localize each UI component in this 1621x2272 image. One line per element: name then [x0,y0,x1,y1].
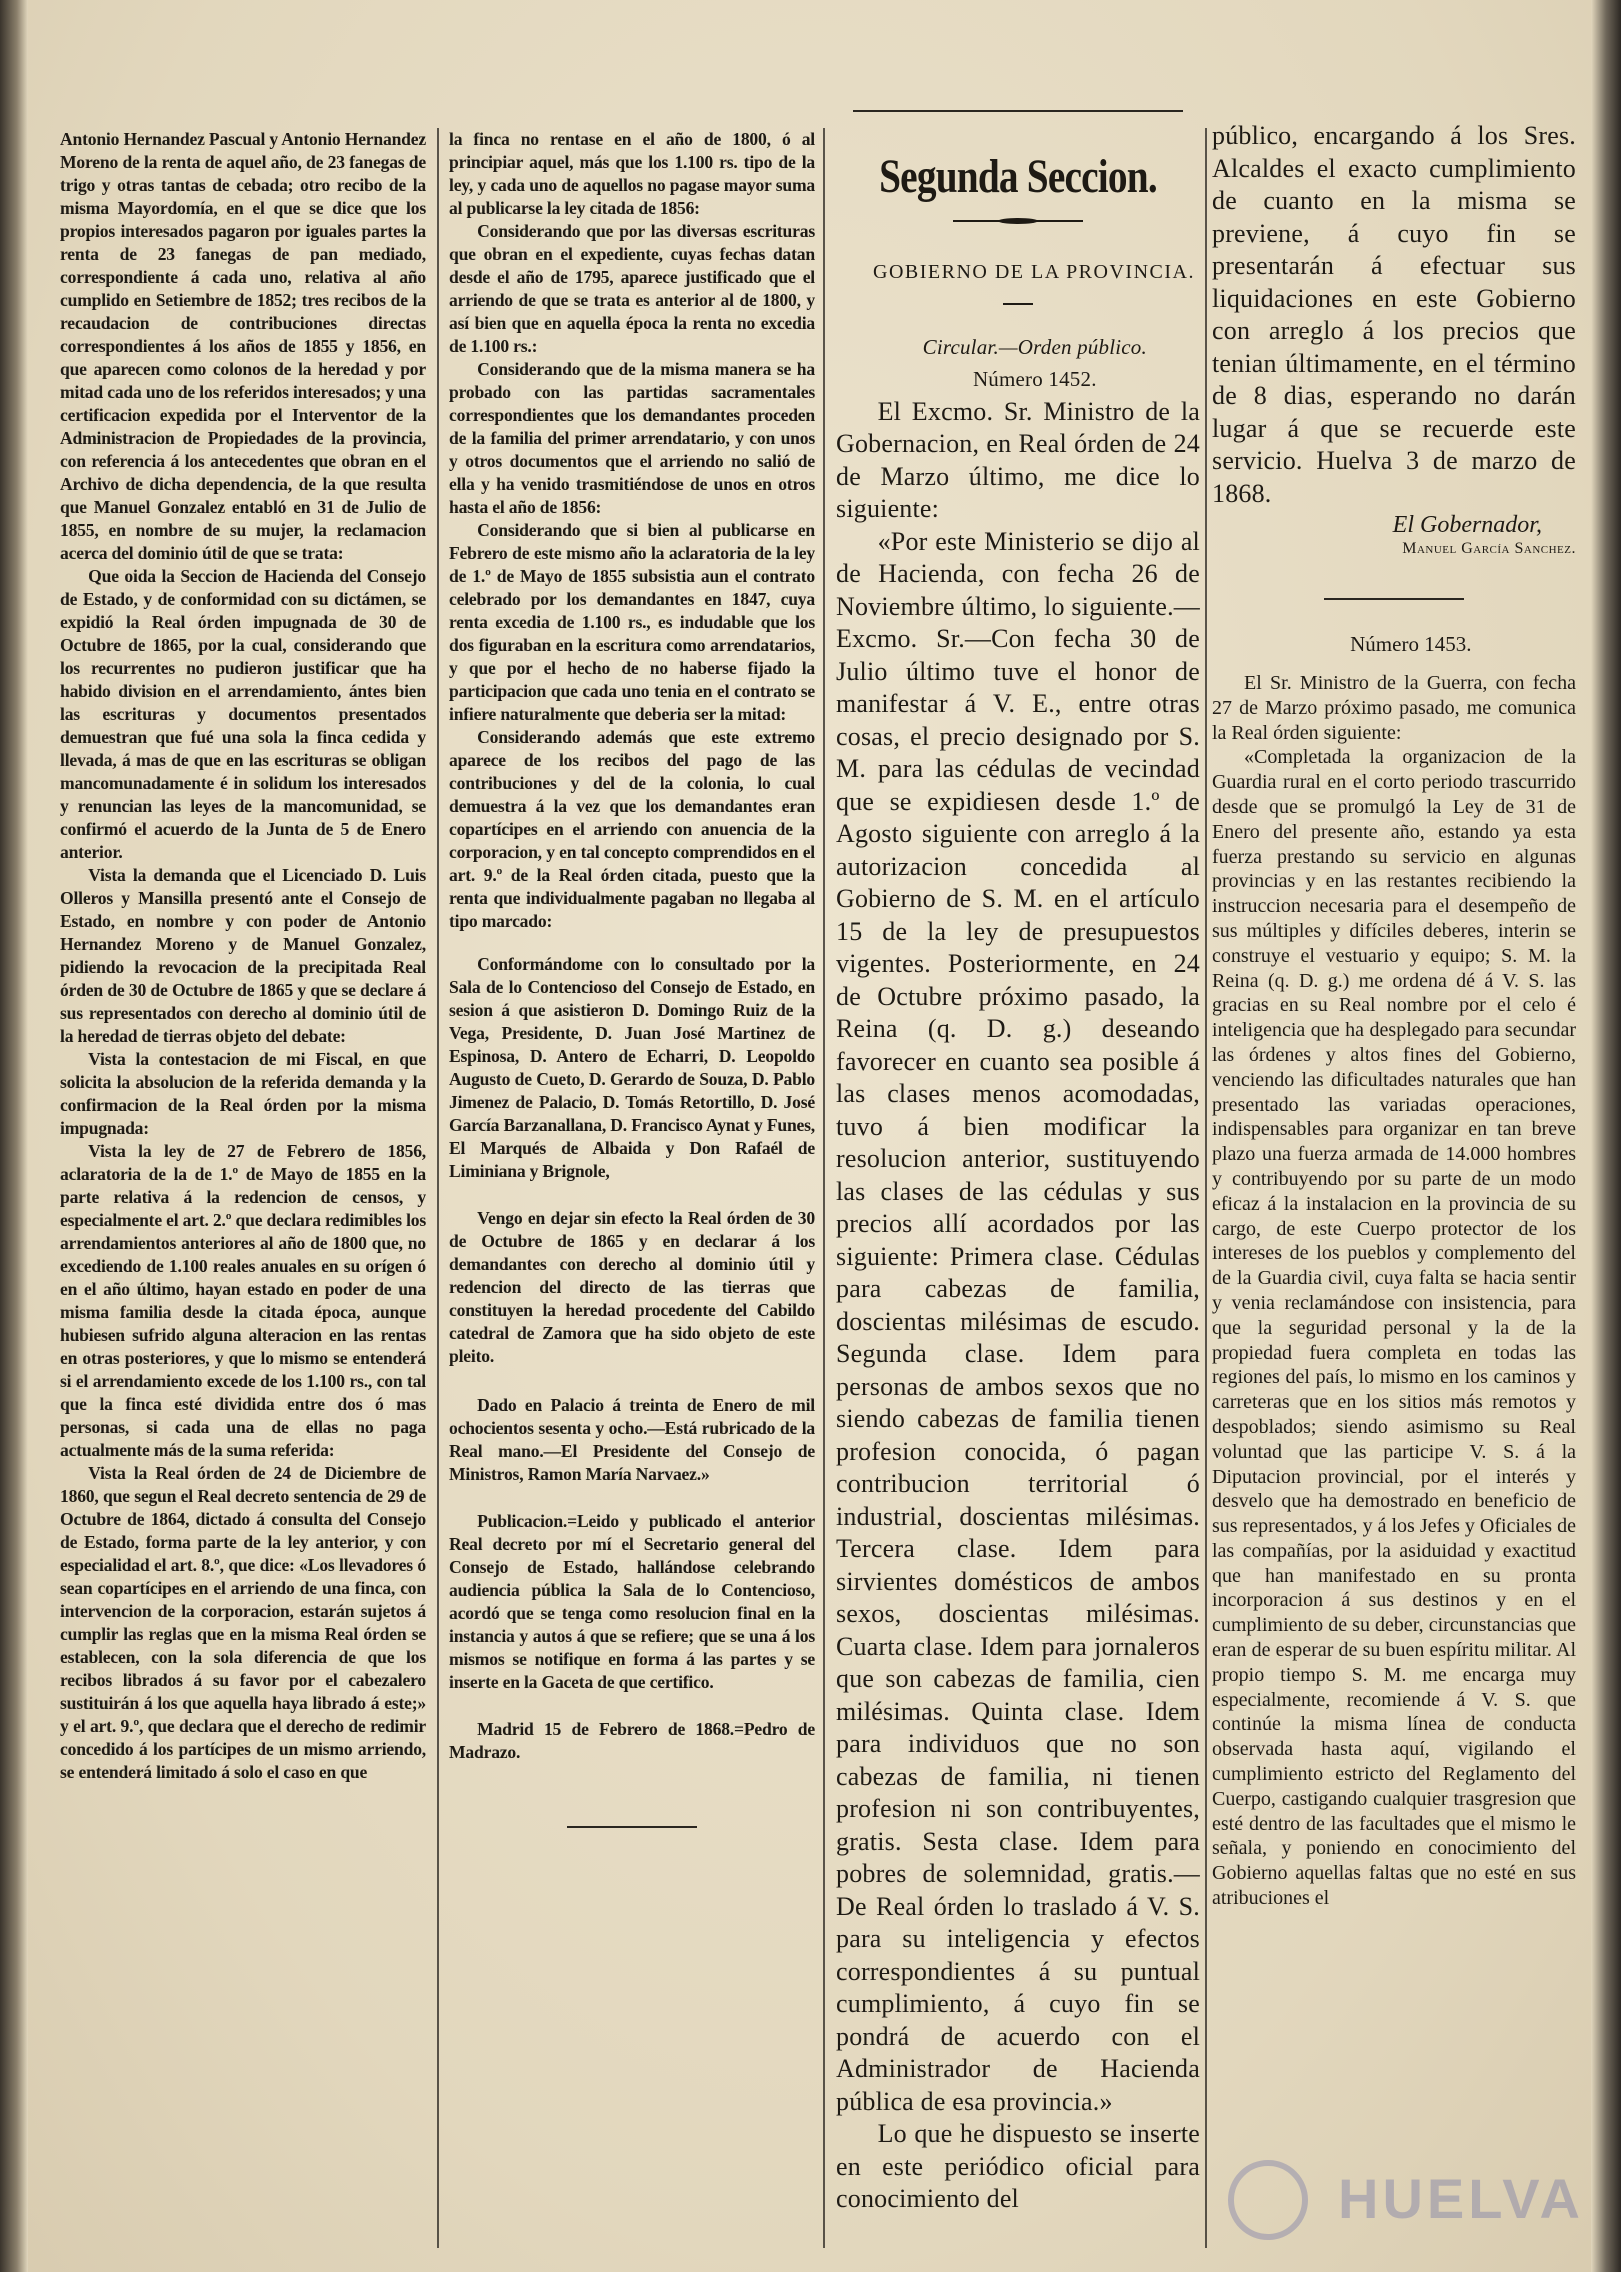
paragraph: «Por este Ministerio se dijo al de Hacienda, con fecha 26 de Noviembre último, lo siguiente.—Excmo. Sr.—Con fecha 30 de Julio último tuve el honor de manifestar á V. E., entre otras cosas, el precio designado por S. M. para las cédulas de vecindad que se expidiesen desde 1.º de Agosto siguiente con arreglo á la autorizacion concedida al Gobierno de S. M. en el artículo 15 de la ley de presupuestos vigentes. Posteriormente, en 24 de Octubre próximo pasado, la Reina (q. D. g.) deseando favorecer en cuanto sea posible á las clases menos acomodadas, tuvo á bien modificar la resolucion anterior, sustituyendo las clases de las cédulas y sus precios allí acordados por las siguiente: Primera clase. Cédulas para cabezas de familia, doscientas milésimas de escudo. Segunda clase. Idem para personas de ambos sexos que no siendo cabezas de familia tienen profesion conocida, ó pagan contribucion territorial ó industrial, doscientas milésimas. Tercera clase. Idem para sirvientes domésticos de ambos sexos, doscientas milésimas. Cuarta clase. Idem para jornaleros que son cabezas de familia, cien milésimas. Quinta clase. Idem para individuos que no son cabezas de familia, ni tienen profesion ni son contribuyentes, gratis. Sesta clase. Idem para pobres de solemnidad, gratis.—De Real órden lo traslado á V. S. para su inteligencia y efectos correspondientes á su puntual cumplimiento, á cuyo fin se pondrá de acuerdo con el Administrador de Hacienda pública de esa provincia.» [836,526,1200,2116]
paragraph: público, encargando á los Sres. Alcaldes el exacto cumplimiento de cuanto en la misma se previene, á cuyo fin se presentarán á efectuar sus liquidaciones en este Gobierno con arreglo á los precios que tenian últimamente, en el término de 8 dias, esperando no darán lugar á que se recuerde este servicio. Huelva 3 de marzo de 1868. [1212,121,1576,508]
paragraph: «Completada la organizacion de la Guardia rural en el corto periodo trascurrido desde que se promulgó la Ley de 31 de Enero del presente año, estando ya esta fuerza prestando su servicio en algunas provincias y en las restantes recibiendo la instruccion necesaria para el desempeño de sus múltiples y difíciles deberes, interin se construye el vestuario y equipo; S. M. la Reina (q. D. g.) me ordena dé á V. S. las gracias en su Real nombre por el celo é inteligencia que ha desplegado para secundar las órdenes y altos fines del Gobierno, venciendo las dificultades naturales que han presentado las variadas operaciones, indispensables para organizar en tan breve plazo una fuerza armada de 14.000 hombres y contribuyendo por su parte de un modo eficaz á la instalacion en la provincia de su cargo, de este Cuerpo protector de los intereses de los pueblos y complemento del de la Guardia civil, cuya falta se hacia sentir y venia reclamándose con insistencia, para que la seguridad personal y la de la propiedad fuera completa en todas las regiones del país, lo mismo en los caminos y carreteras que en los sitios más remotos y despoblados; siendo asimismo su Real voluntad que las participe V. S. á la Diputacion provincial, por el interés y desvelo que ha demostrado en beneficio de sus representados, y á los Jefes y Oficiales de las compañías, por la asiduidad y exactitud que han manifestado en su pronta incorporacion á sus destinos y en el cumplimiento de su deber, circunstancias que eran de esperar de su buen espíritu militar. Al propio tiempo S. M. me encarga muy especialmente, recomiende á V. S. que continúe la misma línea de conducta observada hasta aquí, vigilando el cumplimiento estricto del Reglamento del Cuerpo, castigando cualquier trasgresion que esté dentro de las facultades que el mismo le señala, y poniendo en conocimiento del Gobierno aquellas faltas que no esté en sus atribuciones el [1212,746,1576,1910]
paragraph: Considerando que por las diversas escrituras que obran en el expediente, cuyas fechas datan desde el año de 1795, aparece justificado que el arriendo de que se trata es anterior al de 1800, y así bien que en aquella época la renta no excedia de 1.100 rs.: [449,221,815,356]
paragraph: El Excmo. Sr. Ministro de la Gobernacion, en Real órden de 24 de Marzo último, me dice lo siguiente: [836,396,1200,523]
paragraph: Vista la ley de 27 de Febrero de 1856, aclaratoria de la de 1.º de Mayo de 1855 en la parte relativa á la redencion de censos, y especialmente el art. 2.º que declara redimibles los arrendamientos anteriores al año de 1800 que, no excediendo de 1.100 reales anuales en su orígen ó en el año último, hayan estado en poder de una misma familia desde la citada época, aunque hubiesen sufrido alguna alteracion en las rentas en otras posteriores, y que lo mismo se entenderá si el arrendamiento excede de los 1.100 rs., con tal que la finca esté dividida entre dos ó mas personas, si cada una de ellas no paga actualmente más de la suma referida: [60,1141,426,1460]
top-rule [853,110,1183,112]
ornament-rule [953,218,1083,224]
page-left-edge [0,0,28,2272]
seal-icon [1228,2160,1308,2240]
paragraph: Dado en Palacio á treinta de Enero de mil ochocientos sesenta y ocho.—Está rubricado de la Real mano.—El Presidente del Consejo de Ministros, Ramon María Narvaez.» [449,1395,815,1484]
paragraph: Vengo en dejar sin efecto la Real órden de 30 de Octubre de 1865 y en declarar á los demandantes con derecho al dominio útil y redencion del directo de las tierras que constituyen la heredad procedente del Cabildo catedral de Zamora que ha sido objeto de este pleito. [449,1208,815,1366]
column-1 [60,128,426,1784]
column-rule [1205,128,1207,2248]
column-2 [449,128,815,1828]
separator-rule [1324,598,1464,600]
separator-rule [567,1826,697,1828]
notice-number: Número 1452. [972,367,1097,391]
section-title: Segunda Seccion. [879,150,1157,203]
paragraph: Considerando que si bien al publicarse en Febrero de este mismo año la aclaratoria de la ley de 1.º de Mayo de 1855 subsistia aun el contrato celebrado por los demandantes en 1847, cuya renta excedia de 1.100 rs., es indudable que los dos figuraban en la escritura como arrendatarios, y que por el hecho de no haberse fijado la participacion que cada uno tenia en el contrato se infiere naturalmente que deberia ser la mitad: [449,520,815,724]
short-dash [1003,303,1033,305]
paragraph: Vista la Real órden de 24 de Diciembre de 1860, que segun el Real decreto sentencia de 29 de Octubre de 1864, dictado á consulta del Consejo de Estado, forma parte de la ley anterior, y con especialidad el art. 8.º, que dice: «Los llevadores ó sean copartícipes en el arriendo de una finca, con intervencion de la corporacion, estarán sujetos á cumplir las reglas que en la misma Real órden se establecen, con la sola diferencia de que los recibos librados á su favor por el cabezalero sustituirán á los que aquella haya librado á este;» y el art. 9.º, que declara que el derecho de redimir concedido á los partícipes de un mismo arriendo, se entenderá limitado á solo el caso en que [60,1463,426,1782]
column-3 [836,110,1200,2216]
paragraph: Conformándome con lo consultado por la Sala de lo Contencioso del Consejo de Estado, en sesion á que asistieron D. Domingo Ruiz de la Vega, Presidente, D. Juan José Martinez de Espinosa, D. Antero de Echarri, D. Leopoldo Augusto de Cueto, D. Gerardo de Souza, D. Pablo Jimenez de Palacio, D. Tomás Retortillo, D. José García Barzanallana, D. Francisco Aynat y Funes, El Marqués de Albaida y Don Rafaél de Liminiana y Brignole, [449,954,815,1181]
watermark-text: HUELVA [1338,2167,1584,2230]
notice-number: Número 1453. [1350,632,1472,656]
column-rule [437,128,439,2248]
column-4 [1212,120,1576,1911]
signature-title: El Gobernador, [1392,512,1542,538]
paragraph: la finca no rentase en el año de 1800, ó al principiar aquel, más que los 1.100 rs. tipo de la ley, y cada uno de aquellos no pagase mayor suma al publicarse la ley citada de 1856: [449,129,815,218]
paragraph: Madrid 15 de Febrero de 1868.=Pedro de Madrazo. [449,1719,815,1762]
page-right-edge [1591,0,1621,2272]
signature-name: Manuel García Sanchez. [1402,540,1576,557]
paragraph: Considerando además que este extremo aparece de los recibos del pago de las contribuciones y del de la colonia, lo cual demuestra á la vez que los demandantes eran copartícipes en el arriendo con anuencia de la corporacion, y en tal concepto comprendidos en el art. 9.º de la Real órden citada, puesto que la renta que individualmente pagaban no llegaba al tipo marcado: [449,727,815,931]
paragraph: Que oida la Seccion de Hacienda del Consejo de Estado, y de conformidad con su dictámen, se expidió la Real órden impugnada de 30 de Octubre de 1865, por la cual, considerando que los recurrentes no pudieron justificar que ha habido division en el arrendamiento, ántes bien las escrituras y documentos presentados demuestran que fué una sola la finca cedida y llevada, á mas de que en las escrituras se obligan mancomunadamente é in solidum los interesados y renuncian las leyes de la mancomunidad, se confirmó el acuerdo de la Junta de 5 de Enero anterior. [60,566,426,862]
column-rule [823,128,825,2248]
section-heading: GOBIERNO DE LA PROVINCIA. [873,261,1195,283]
paragraph: Vista la contestacion de mi Fiscal, en que solicita la absolucion de la referida demanda y la confirmacion de la Real órden por la misma impugnada: [60,1049,426,1138]
paragraph: Publicacion.=Leido y publicado el anterior Real decreto por mí el Secretario general del Consejo de Estado, hallándose celebrando audiencia pública la Sala de lo Contencioso, acordó que se tenga como resolucion final en la instancia y autos á que se refiere; que se una á los mismos se notifique en forma á las partes y se inserte en la Gaceta de que certifico. [449,1511,815,1692]
paragraph: El Sr. Ministro de la Guerra, con fecha 27 de Marzo próximo pasado, me comunica la Real órden siguiente: [1212,672,1576,744]
circular-subheading: Circular.—Orden público. [922,334,1147,359]
paragraph: Lo que he dispuesto se inserte en este periódico oficial para conocimiento del [836,2119,1200,2213]
paragraph: Considerando que de la misma manera se ha probado con las partidas sacramentales correspondientes que los demandantes proceden de la familia del primer arrendatario, y con unos y otros documentos que el arriendo no salió de ella y ha venido trasmitiéndose de unos en otros hasta el año de 1856: [449,359,815,517]
archive-watermark [1228,2156,1588,2246]
paragraph: Antonio Hernandez Pascual y Antonio Hernandez Moreno de la renta de aquel año, de 23 fanegas de trigo y otras tantas de cebada; otro recibo de la misma Mayordomía, en el que se dice que los propios interesados pagaron por iguales partes la renta de 23 fanegas de pan mediado, correspondiente á cada uno, relativa al año cumplido en Setiembre de 1852; tres recibos de la recaudacion de contribuciones directas correspondientes á los años de 1855 y 1856, en que aparecen como colonos de la heredad y por mitad cada uno de los referidos interesados; y una certificacion expedida por el Interventor de la Administracion de Propiedades de la provincia, con referencia á los antecedentes que obran en el Archivo de dicha dependencia, de la que resulta que Manuel Gonzalez entabló en 31 de Julio de 1855, en nombre de su mujer, la reclamacion acerca del dominio útil de que se trata: [60,129,426,563]
paragraph: Vista la demanda que el Licenciado D. Luis Olleros y Mansilla presentó ante el Consejo de Estado, en nombre y con poder de Antonio Hernandez Moreno y de Manuel Gonzalez, pidiendo la revocacion de la precipitada Real órden de 30 de Octubre de 1865 y que se declare á sus representados con derecho al dominio útil de la heredad de tierras objeto del debate: [60,865,426,1046]
